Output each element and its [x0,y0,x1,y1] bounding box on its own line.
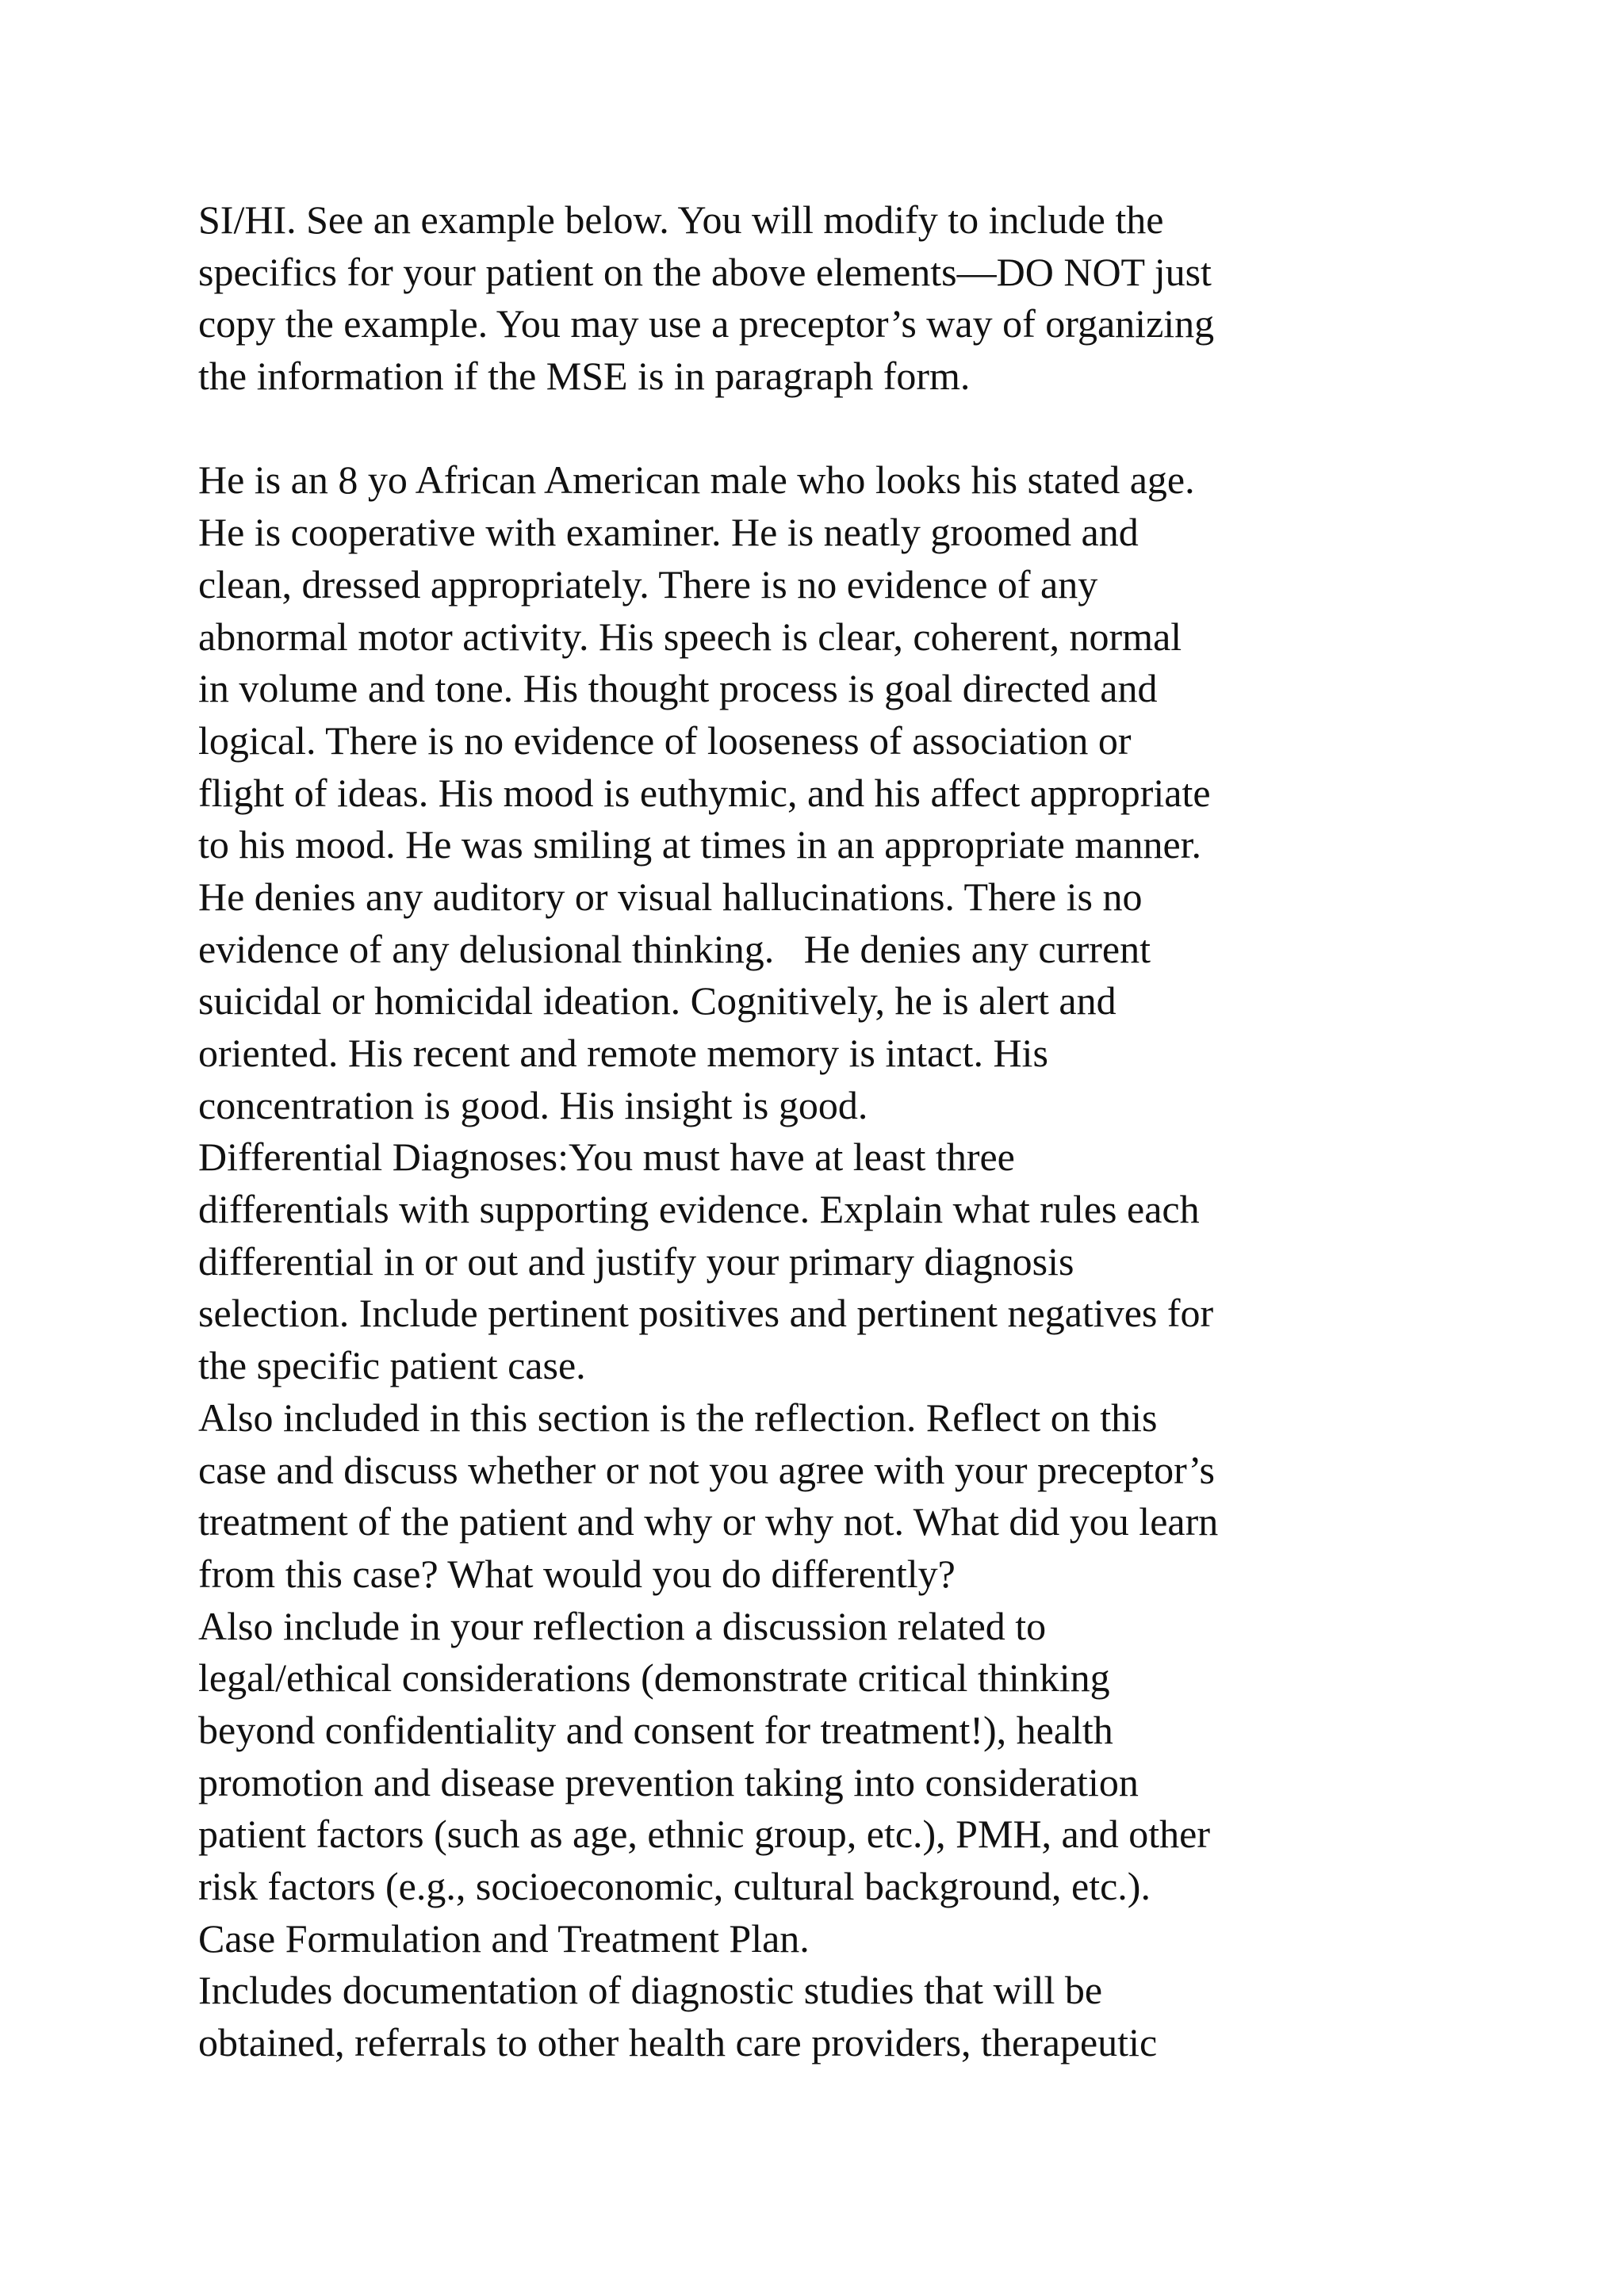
text-line: beyond confidentiality and consent for treatment!), health [198,1707,1113,1752]
paragraph-treatment-plan [198,1965,1515,2068]
text-line: risk factors (e.g., socioeconomic, cultural background, etc.). [198,1864,1151,1908]
text-line: specifics for your patient on the above elements—DO NOT just [198,249,1212,294]
text-line: oriented. His recent and remote memory is intact. His [198,1031,1048,1075]
text-line: SI/HI. See an example below. You will modify to include the [198,197,1164,242]
text-line: He is cooperative with examiner. He is neatly groomed and [198,510,1139,555]
text-line: case and discuss whether or not you agree with your preceptor’s [198,1447,1216,1492]
text-line: the information if the MSE is in paragraph form. [198,354,971,399]
text-line: the specific patient case. [198,1343,586,1388]
paragraph-reflection-discussion [198,1601,1515,1913]
text-line: from this case? What would you do differently? [198,1551,956,1596]
text-line: clean, dressed appropriately. There is no evidence of any [198,561,1098,607]
paragraph-differential-diagnoses [198,1131,1515,1391]
text-line: treatment of the patient and why or why not. What did you learn [198,1499,1219,1544]
text-line: concentration is good. His insight is good. [198,1082,868,1127]
text-line: selection. Include pertinent positives and pertinent negatives for [198,1291,1214,1336]
text-line: Differential Diagnoses:You must have at least three [198,1135,1015,1180]
text-line: copy the example. You may use a preceptor’s way of organizing [198,301,1215,346]
text-line: in volume and tone. His thought process is goal directed and [198,666,1158,711]
text-line: evidence of any delusional thinking. He denies any current [198,926,1151,971]
text-line: logical. There is no evidence of looseness of association or [198,718,1132,763]
text-line: to his mood. He was smiling at times in an appropriate manner. [198,822,1202,867]
text-line: Includes documentation of diagnostic studies that will be [198,1968,1103,2013]
document-body [198,194,1515,2069]
text-line: obtained, referrals to other health care providers, therapeutic [198,2020,1158,2065]
paragraph-mse-example [198,454,1515,1131]
paragraph-instructions [198,194,1515,403]
text-line: Also include in your reflection a discussion related to [198,1603,1047,1648]
text-line: legal/ethical considerations (demonstrate critical thinking [198,1655,1110,1701]
text-line: differentials with supporting evidence. Explain what rules each [198,1187,1200,1232]
text-line: He denies any auditory or visual hallucinations. There is no [198,874,1143,919]
text-line: patient factors (such as age, ethnic group, etc.), PMH, and other [198,1812,1210,1857]
text-line: Also included in this section is the reflection. Reflect on this [198,1395,1158,1440]
section-heading-case-formulation [198,1913,1515,1965]
text-line: suicidal or homicidal ideation. Cognitively, he is alert and [198,978,1116,1024]
text-line: promotion and disease prevention taking into consideration [198,1759,1139,1804]
text-line: flight of ideas. His mood is euthymic, and his affect appropriate [198,770,1211,815]
paragraph-reflection [198,1392,1515,1601]
paragraph-spacer [198,403,1515,455]
text-line: differential in or out and justify your primary diagnosis [198,1238,1074,1284]
text-line: abnormal motor activity. His speech is clear, coherent, normal [198,614,1182,659]
text-line: He is an 8 yo African American male who looks his stated age. [198,457,1195,503]
text-line: Case Formulation and Treatment Plan. [198,1915,810,1961]
